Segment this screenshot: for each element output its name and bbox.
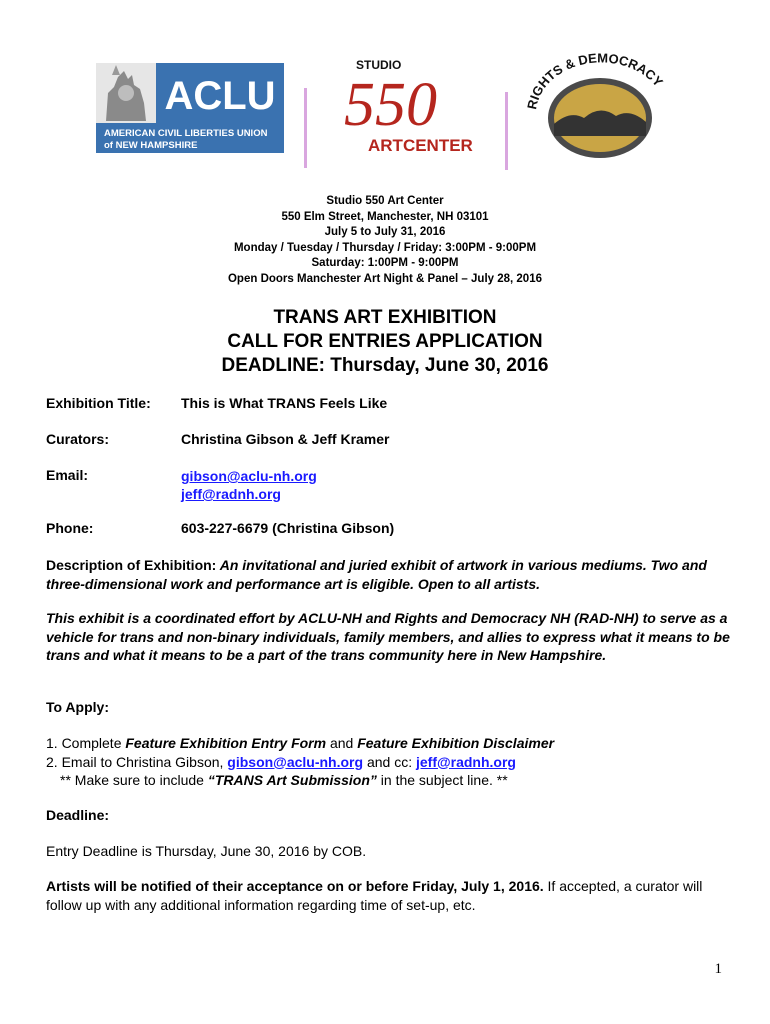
apply-steps: [46, 734, 736, 790]
rights-arc-text: RIGHTS & DEMOCRACY: [524, 52, 666, 111]
curators-value: Christina Gibson & Jeff Kramer: [181, 431, 390, 447]
aclu-logo: [96, 63, 284, 153]
exhibition-title-value: This is What TRANS Feels Like: [181, 395, 388, 411]
description-label: Description of Exhibition:: [46, 557, 217, 573]
studio-550-logo: [338, 55, 478, 155]
aclu-line2: of NEW HAMPSHIRE: [104, 140, 198, 151]
page-number: 1: [714, 961, 722, 977]
venue-line: July 5 to July 31, 2016: [324, 226, 446, 239]
rights-democracy-logo: [520, 52, 678, 160]
description-paragraph: [46, 556, 736, 593]
note-subject: “TRANS Art Submission”: [207, 772, 377, 788]
notify-rest: If accepted, a curator will follow up with any additional information regarding time of set-up, etc.: [46, 878, 703, 913]
venue-line: Saturday: 1:00PM - 9:00PM: [311, 257, 459, 270]
apply-step-2: [46, 753, 736, 772]
apply-note: [46, 771, 736, 790]
studio-artcenter: ARTCENTER: [368, 136, 473, 155]
studio-label: STUDIO: [356, 58, 402, 72]
phone-label: Phone:: [46, 520, 94, 536]
venue-line: 550 Elm Street, Manchester, NH 03101: [281, 210, 489, 223]
title-line: TRANS ART EXHIBITION: [273, 307, 497, 328]
page-title: [0, 306, 770, 378]
deadline-heading: Deadline:: [46, 807, 110, 823]
coordinated-paragraph: This exhibit is a coordinated effort by ACLU-NH and Rights and Democracy NH (RAD-NH) to serve as a vehicle for trans and non-binary individuals, family members, and allies to express what it means to be trans and what it means to be a part of the trans community here in New Hampshire.: [46, 610, 730, 663]
curators-label: Curators:: [46, 431, 110, 447]
email-link-gibson[interactable]: gibson@aclu-nh.org: [181, 468, 317, 484]
email-link-jeff[interactable]: jeff@radnh.org: [181, 486, 281, 502]
step1-and: and: [326, 735, 358, 751]
note-suffix: in the subject line. **: [376, 772, 508, 788]
exhibition-title-row: [46, 395, 387, 411]
title-line: CALL FOR ENTRIES APPLICATION: [227, 331, 543, 352]
venue-line: Monday / Tuesday / Thursday / Friday: 3:00PM - 9:00PM: [233, 241, 537, 254]
deadline-text: Entry Deadline is Thursday, June 30, 2016 by COB.: [46, 843, 367, 859]
studio-number: 550: [344, 71, 437, 139]
curators-row: [46, 431, 390, 447]
venue-line: Open Doors Manchester Art Night & Panel – July 28, 2016: [227, 272, 542, 285]
step2-email-jeff[interactable]: jeff@radnh.org: [415, 753, 516, 770]
venue-info: [0, 194, 770, 288]
note-prefix: ** Make sure to include: [60, 772, 208, 788]
apply-heading: To Apply:: [46, 699, 109, 715]
phone-value: 603-227-6679 (Christina Gibson): [181, 520, 395, 536]
aclu-wordmark: ACLU: [164, 74, 276, 118]
email-row: [46, 467, 317, 503]
disclaimer-name: Feature Exhibition Disclaimer: [357, 735, 555, 751]
venue-line: Studio 550 Art Center: [326, 195, 444, 207]
notify-paragraph: [46, 877, 736, 914]
step1-prefix: 1. Complete: [46, 735, 126, 751]
logo-divider: [304, 88, 307, 168]
aclu-line1: AMERICAN CIVIL LIBERTIES UNION: [104, 128, 268, 139]
step2-email-gibson[interactable]: gibson@aclu-nh.org: [227, 753, 364, 770]
entry-form-name: Feature Exhibition Entry Form: [125, 735, 327, 751]
description-text: An invitational and juried exhibit of artwork in various mediums. Two and three-dimensional work and performance art is eligible. Open to all artists.: [46, 557, 707, 592]
step2-cc: and cc:: [363, 753, 416, 770]
notify-bold: Artists will be notified of their acceptance on or before Friday, July 1, 2016.: [46, 878, 544, 894]
title-line: DEADLINE: Thursday, June 30, 2016: [221, 355, 549, 376]
phone-row: [46, 520, 394, 536]
email-label: Email:: [46, 467, 89, 483]
apply-step-1: [46, 734, 736, 753]
logo-divider: [505, 92, 508, 170]
exhibition-title-label: Exhibition Title:: [46, 395, 151, 411]
step2-prefix: 2. Email to Christina Gibson,: [46, 753, 228, 770]
